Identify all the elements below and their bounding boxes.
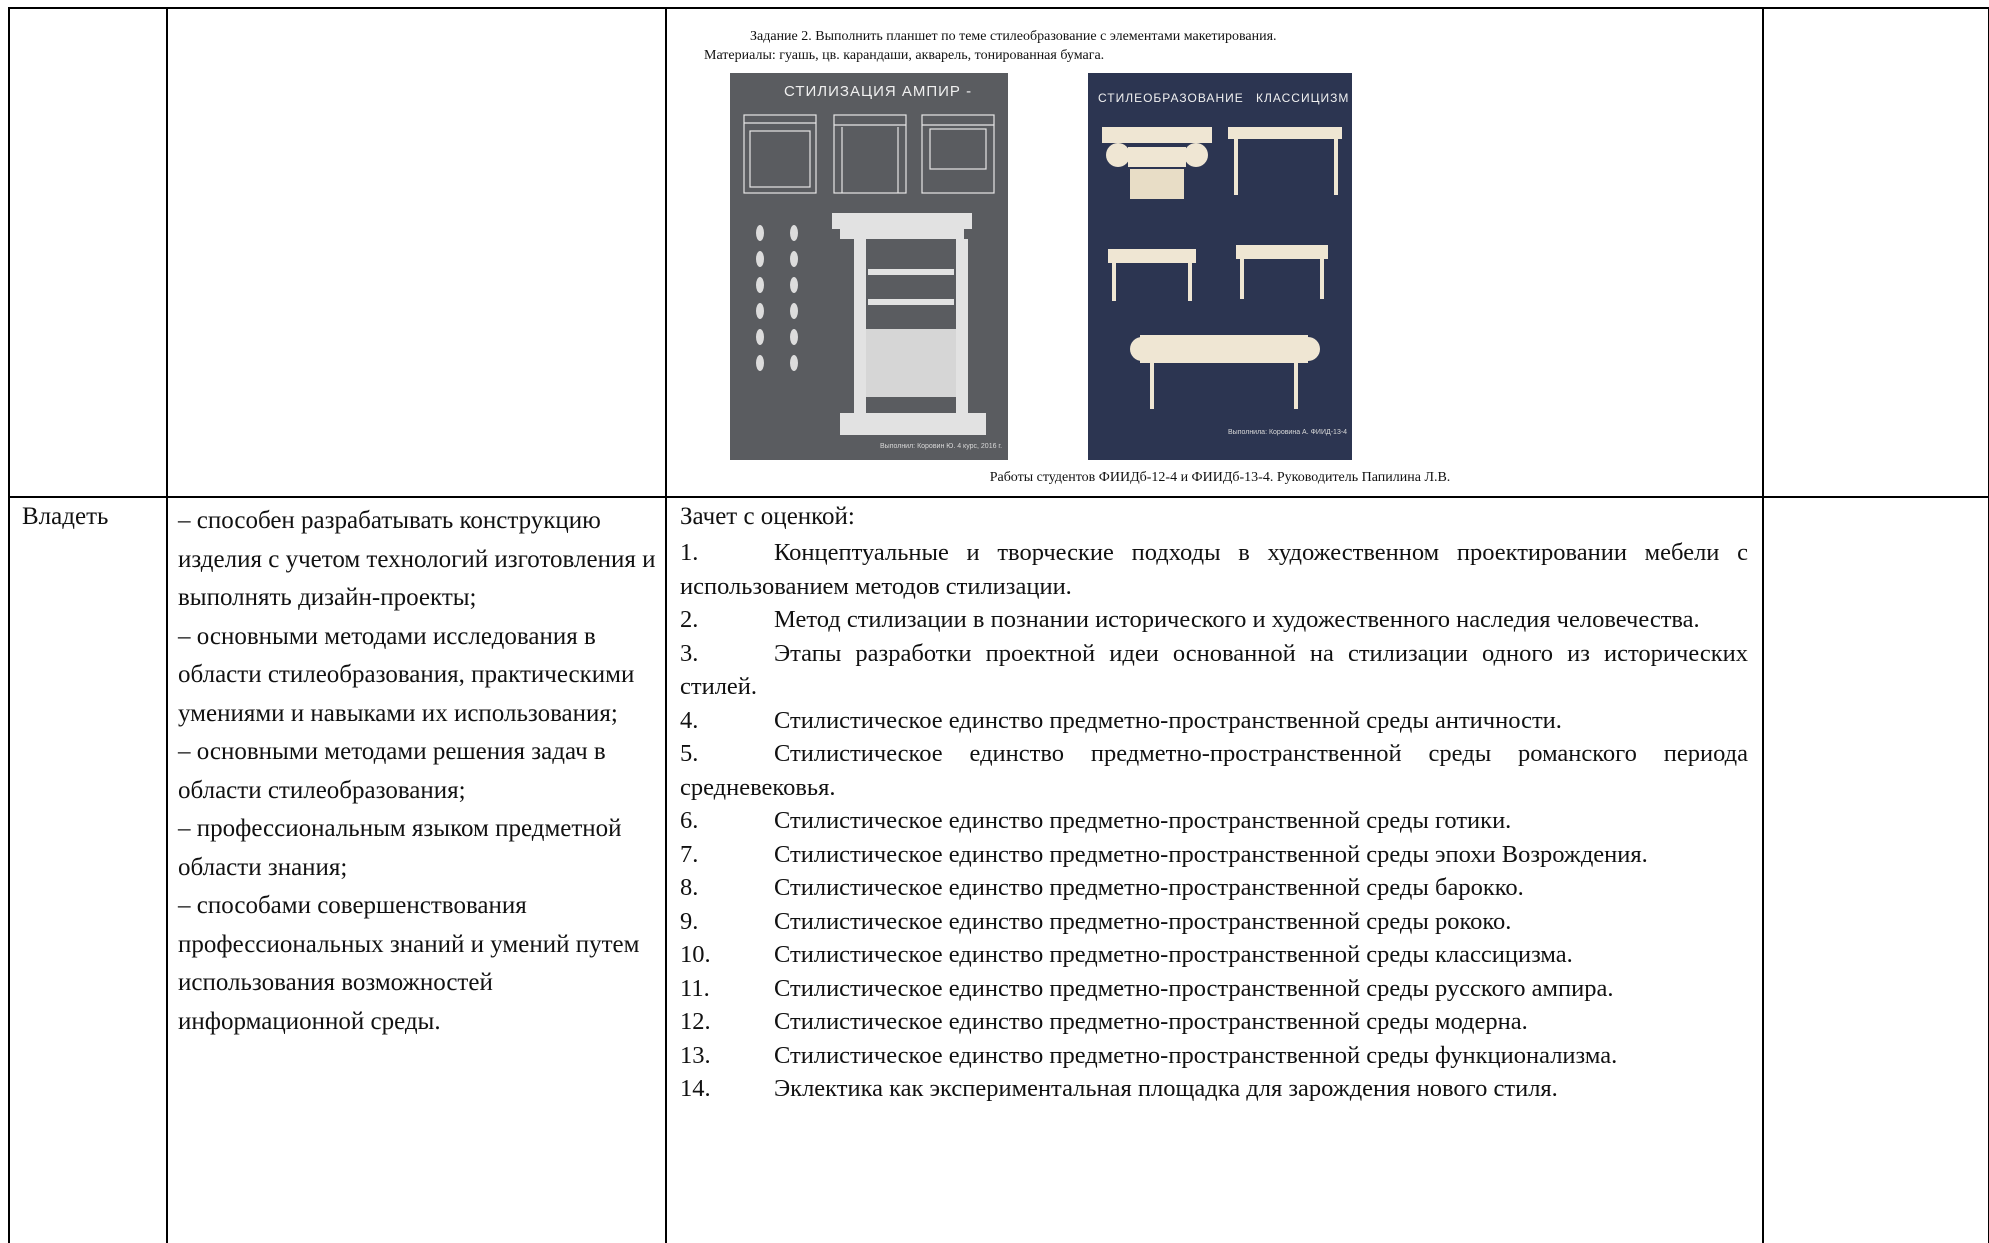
question-text: Стилистическое единство предметно-пространственной среды классицизма.: [774, 941, 1573, 968]
question-item: [680, 905, 1748, 939]
poster-empire-stylization: [730, 73, 1008, 460]
task-materials: Материалы: гуашь, цв. карандаши, акварель, тонированная бумага.: [704, 48, 1105, 63]
question-text: Стилистическое единство предметно-пространственной среды романского периода средневековья.: [680, 740, 1748, 801]
question-item: [680, 838, 1748, 872]
question-item: [680, 1072, 1748, 1106]
question-number: 5.: [680, 740, 699, 767]
question-text: Стилистическое единство предметно-пространственной среды эпохи Возрождения.: [774, 840, 1648, 868]
row-label: Владеть: [22, 503, 109, 530]
question-number: 13.: [680, 1041, 711, 1069]
question-number: 10.: [680, 941, 711, 968]
poster-classicism-title-2: КЛАССИЦИЗМ: [1256, 91, 1350, 105]
poster-empire-drawing: [730, 73, 1008, 460]
table-border-top: [8, 7, 1989, 9]
competency-item: – основными методами решения задач в области стилеобразования;: [178, 738, 606, 804]
question-item: [680, 1005, 1748, 1039]
question-text: Стилистическое единство предметно-пространственной среды готики.: [774, 807, 1512, 834]
question-item: [680, 938, 1748, 972]
table-border-col3: [1762, 7, 1764, 1243]
question-text: Стилистическое единство предметно-пространственной среды античности.: [774, 706, 1562, 734]
table-border-col1: [166, 7, 168, 1243]
question-text: Этапы разработки проектной идеи основанной на стилизации одного из исторических стилей.: [680, 639, 1748, 700]
competency-list: [178, 502, 656, 1041]
question-number: 7.: [680, 840, 699, 868]
table-border-col2: [665, 7, 667, 1243]
question-text: Стилистическое единство предметно-пространственной среды функционализма.: [774, 1041, 1618, 1069]
competency-item: – профессиональным языком предметной области знания;: [178, 815, 622, 881]
question-text: Стилистическое единство предметно-пространственной среды русского ампира.: [774, 974, 1614, 1002]
question-text: Концептуальные и творческие подходы в художественном проектировании мебели с использованием методов стилизации.: [680, 539, 1748, 600]
poster-empire-title: СТИЛИЗАЦИЯ АМПИР -: [784, 83, 973, 100]
poster-classicism-drawing: [1088, 73, 1352, 460]
question-number: 14.: [680, 1075, 711, 1102]
question-number: 11.: [680, 974, 710, 1002]
question-text: Эклектика как экспериментальная площадка для зарождения нового стиля.: [774, 1075, 1558, 1102]
question-list: [680, 536, 1748, 1106]
question-number: 9.: [680, 907, 699, 935]
question-item: [680, 972, 1748, 1006]
question-item: [680, 804, 1748, 838]
competency-item: – основными методами исследования в области стилеобразования, практическими умениями и навыками их использования;: [178, 622, 635, 727]
question-number: 1.: [680, 539, 699, 566]
question-number: 6.: [680, 807, 699, 834]
question-item: [680, 704, 1748, 738]
question-item: [680, 637, 1748, 704]
question-item: [680, 536, 1748, 603]
question-number: 12.: [680, 1008, 711, 1035]
question-text: Стилистическое единство предметно-пространственной среды модерна.: [774, 1008, 1528, 1035]
question-item: [680, 737, 1748, 804]
question-text: Метод стилизации в познании исторического и художественного наследия человечества.: [774, 606, 1700, 633]
row-divider: [8, 496, 1989, 498]
competency-item: – способами совершенствования профессиональных знаний и умений путем использования возможностей информационной среды.: [178, 892, 640, 1035]
question-item: [680, 1039, 1748, 1073]
poster-classicism-signature: Выполнила: Коровина А. ФИИД-13-4: [1228, 429, 1348, 436]
questions-title: Зачет с оценкой:: [680, 503, 855, 530]
question-number: 8.: [680, 874, 699, 901]
competency-item: – способен разрабатывать конструкцию изделия с учетом технологий изготовления и выполнять дизайн-проекты;: [178, 507, 656, 611]
table-border-left: [8, 7, 10, 1243]
task-heading: Задание 2. Выполнить планшет по теме стилеобразование с элементами макетирования.: [750, 29, 1277, 44]
question-number: 2.: [680, 606, 699, 633]
image-caption: Работы студентов ФИИДб-12-4 и ФИИДб-13-4. Руководитель Папилина Л.В.: [989, 470, 1451, 485]
poster-classicism: [1088, 73, 1352, 460]
poster-empire-signature: Выполнил: Коровин Ю. 4 курс, 2016 г.: [880, 443, 1003, 450]
question-number: 4.: [680, 706, 699, 734]
question-number: 3.: [680, 639, 699, 667]
question-text: Стилистическое единство предметно-пространственной среды рококо.: [774, 907, 1512, 935]
question-item: [680, 871, 1748, 905]
question-item: [680, 603, 1748, 637]
question-text: Стилистическое единство предметно-пространственной среды барокко.: [774, 874, 1524, 901]
poster-classicism-title-1: СТИЛЕОБРАЗОВАНИЕ: [1098, 91, 1244, 105]
